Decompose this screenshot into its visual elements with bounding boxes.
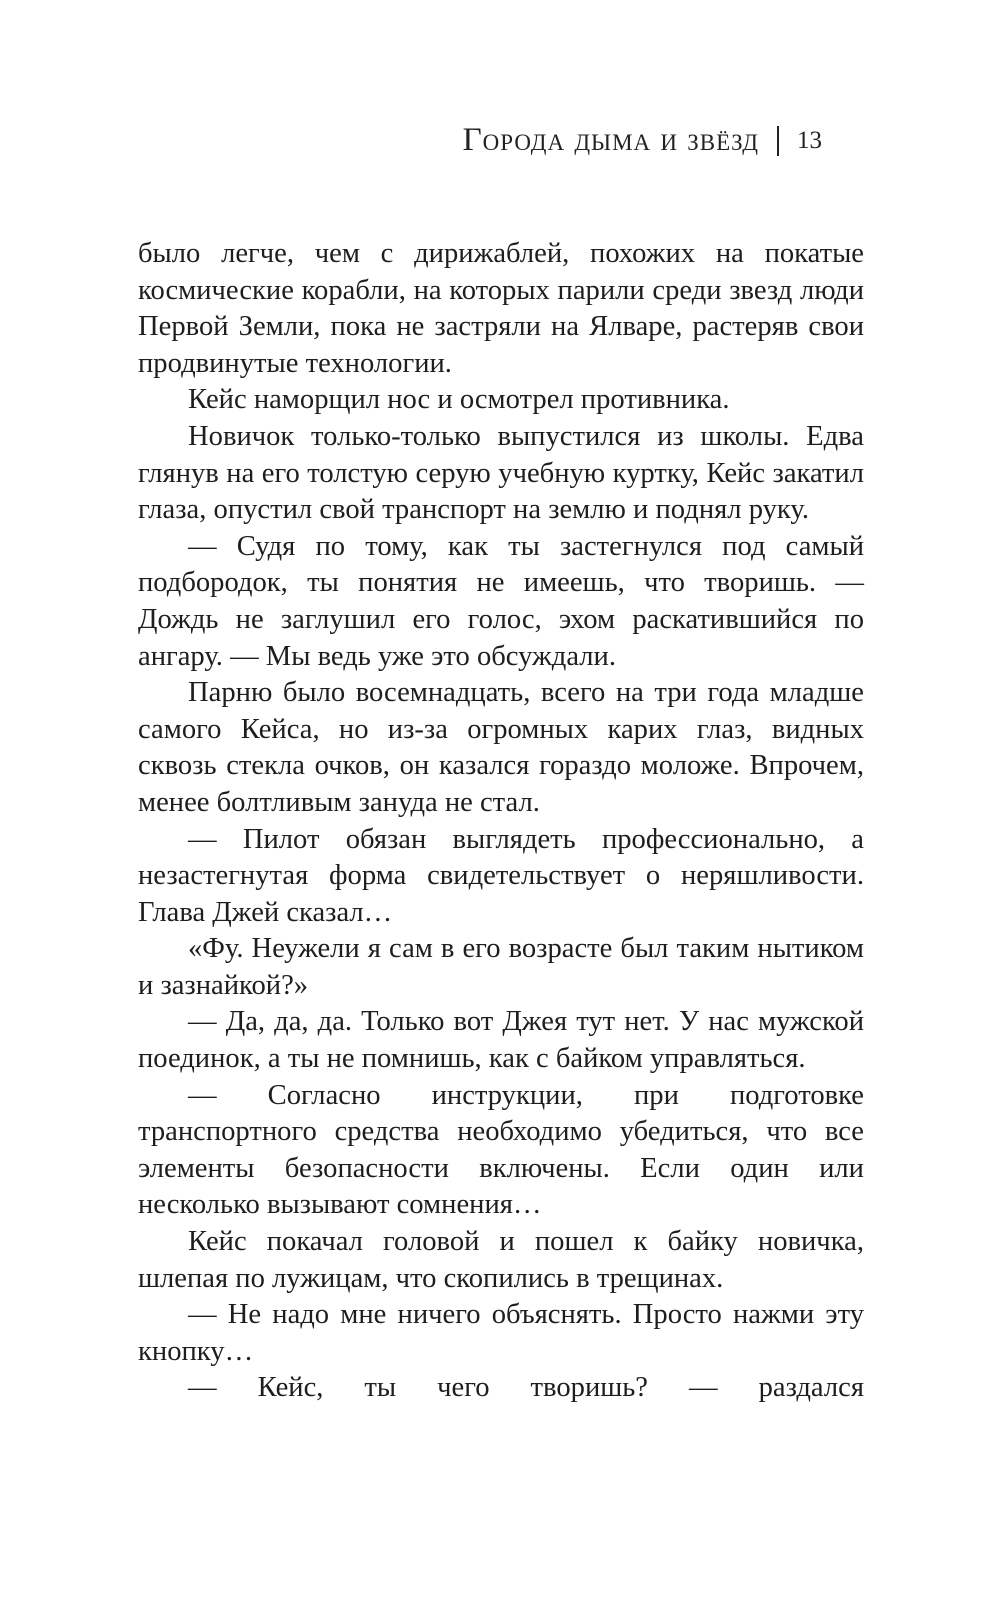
paragraph: — Кейс, ты чего творишь? — раздался xyxy=(188,1372,864,1404)
book-title: Города дыма и звёзд xyxy=(462,122,759,158)
paragraph: Парню было восемнадцать, всего на три года младше самого Кейса, но из-за огромных карих глаз, видных сквозь стекла очков, он казался гораздо моложе. Впрочем, менее болтливым зануда не стал. xyxy=(138,677,864,818)
paragraph: — Не надо мне ничего объяснять. Просто нажми эту кнопку… xyxy=(138,1299,864,1367)
body-text xyxy=(138,236,864,1407)
running-header xyxy=(463,122,822,159)
paragraph: — Пилот обязан выглядеть профессионально, а незастегнутая форма свидетельствует о неряшливости. Глава Джей сказал… xyxy=(138,823,864,928)
paragraph: — Судя по тому, как ты застегнулся под самый подбородок, ты понятия не имеешь, что творишь. — Дождь не заглушил его голос, эхом раскатившийся по ангару. — Мы ведь уже это обсуждали. xyxy=(138,530,864,672)
paragraph: Кейс покачал головой и пошел к байку новичка, шлепая по лужицам, что скопились в трещинах. xyxy=(138,1226,864,1294)
page-number: 13 xyxy=(797,126,822,154)
header-divider xyxy=(777,126,779,156)
paragraph: было легче, чем с дирижаблей, похожих на покатые космические корабли, на которых парили среди звезд люди Первой Земли, пока не застряли на Ялваре, растеряв свои продвинутые технологии. xyxy=(138,238,864,379)
paragraph: — Да, да, да. Только вот Джея тут нет. У нас мужской поединок, а ты не помнишь, как с байком управляться. xyxy=(138,1006,864,1075)
paragraph: Кейс наморщил нос и осмотрел противника. xyxy=(188,384,730,416)
paragraph: — Согласно инструкции, при подготовке транспортного средства необходимо убедиться, что все элементы безопасности включены. Если один или несколько вызывают сомнения… xyxy=(138,1079,864,1221)
paragraph: «Фу. Неужели я сам в его возрасте был таким нытиком и зазнайкой?» xyxy=(138,933,864,1001)
paragraph: Новичок только-только выпустился из школы. Едва глянув на его толстую серую учебную куртку, Кейс закатил глаза, опустил свой транспорт на землю и поднял руку. xyxy=(138,420,864,526)
